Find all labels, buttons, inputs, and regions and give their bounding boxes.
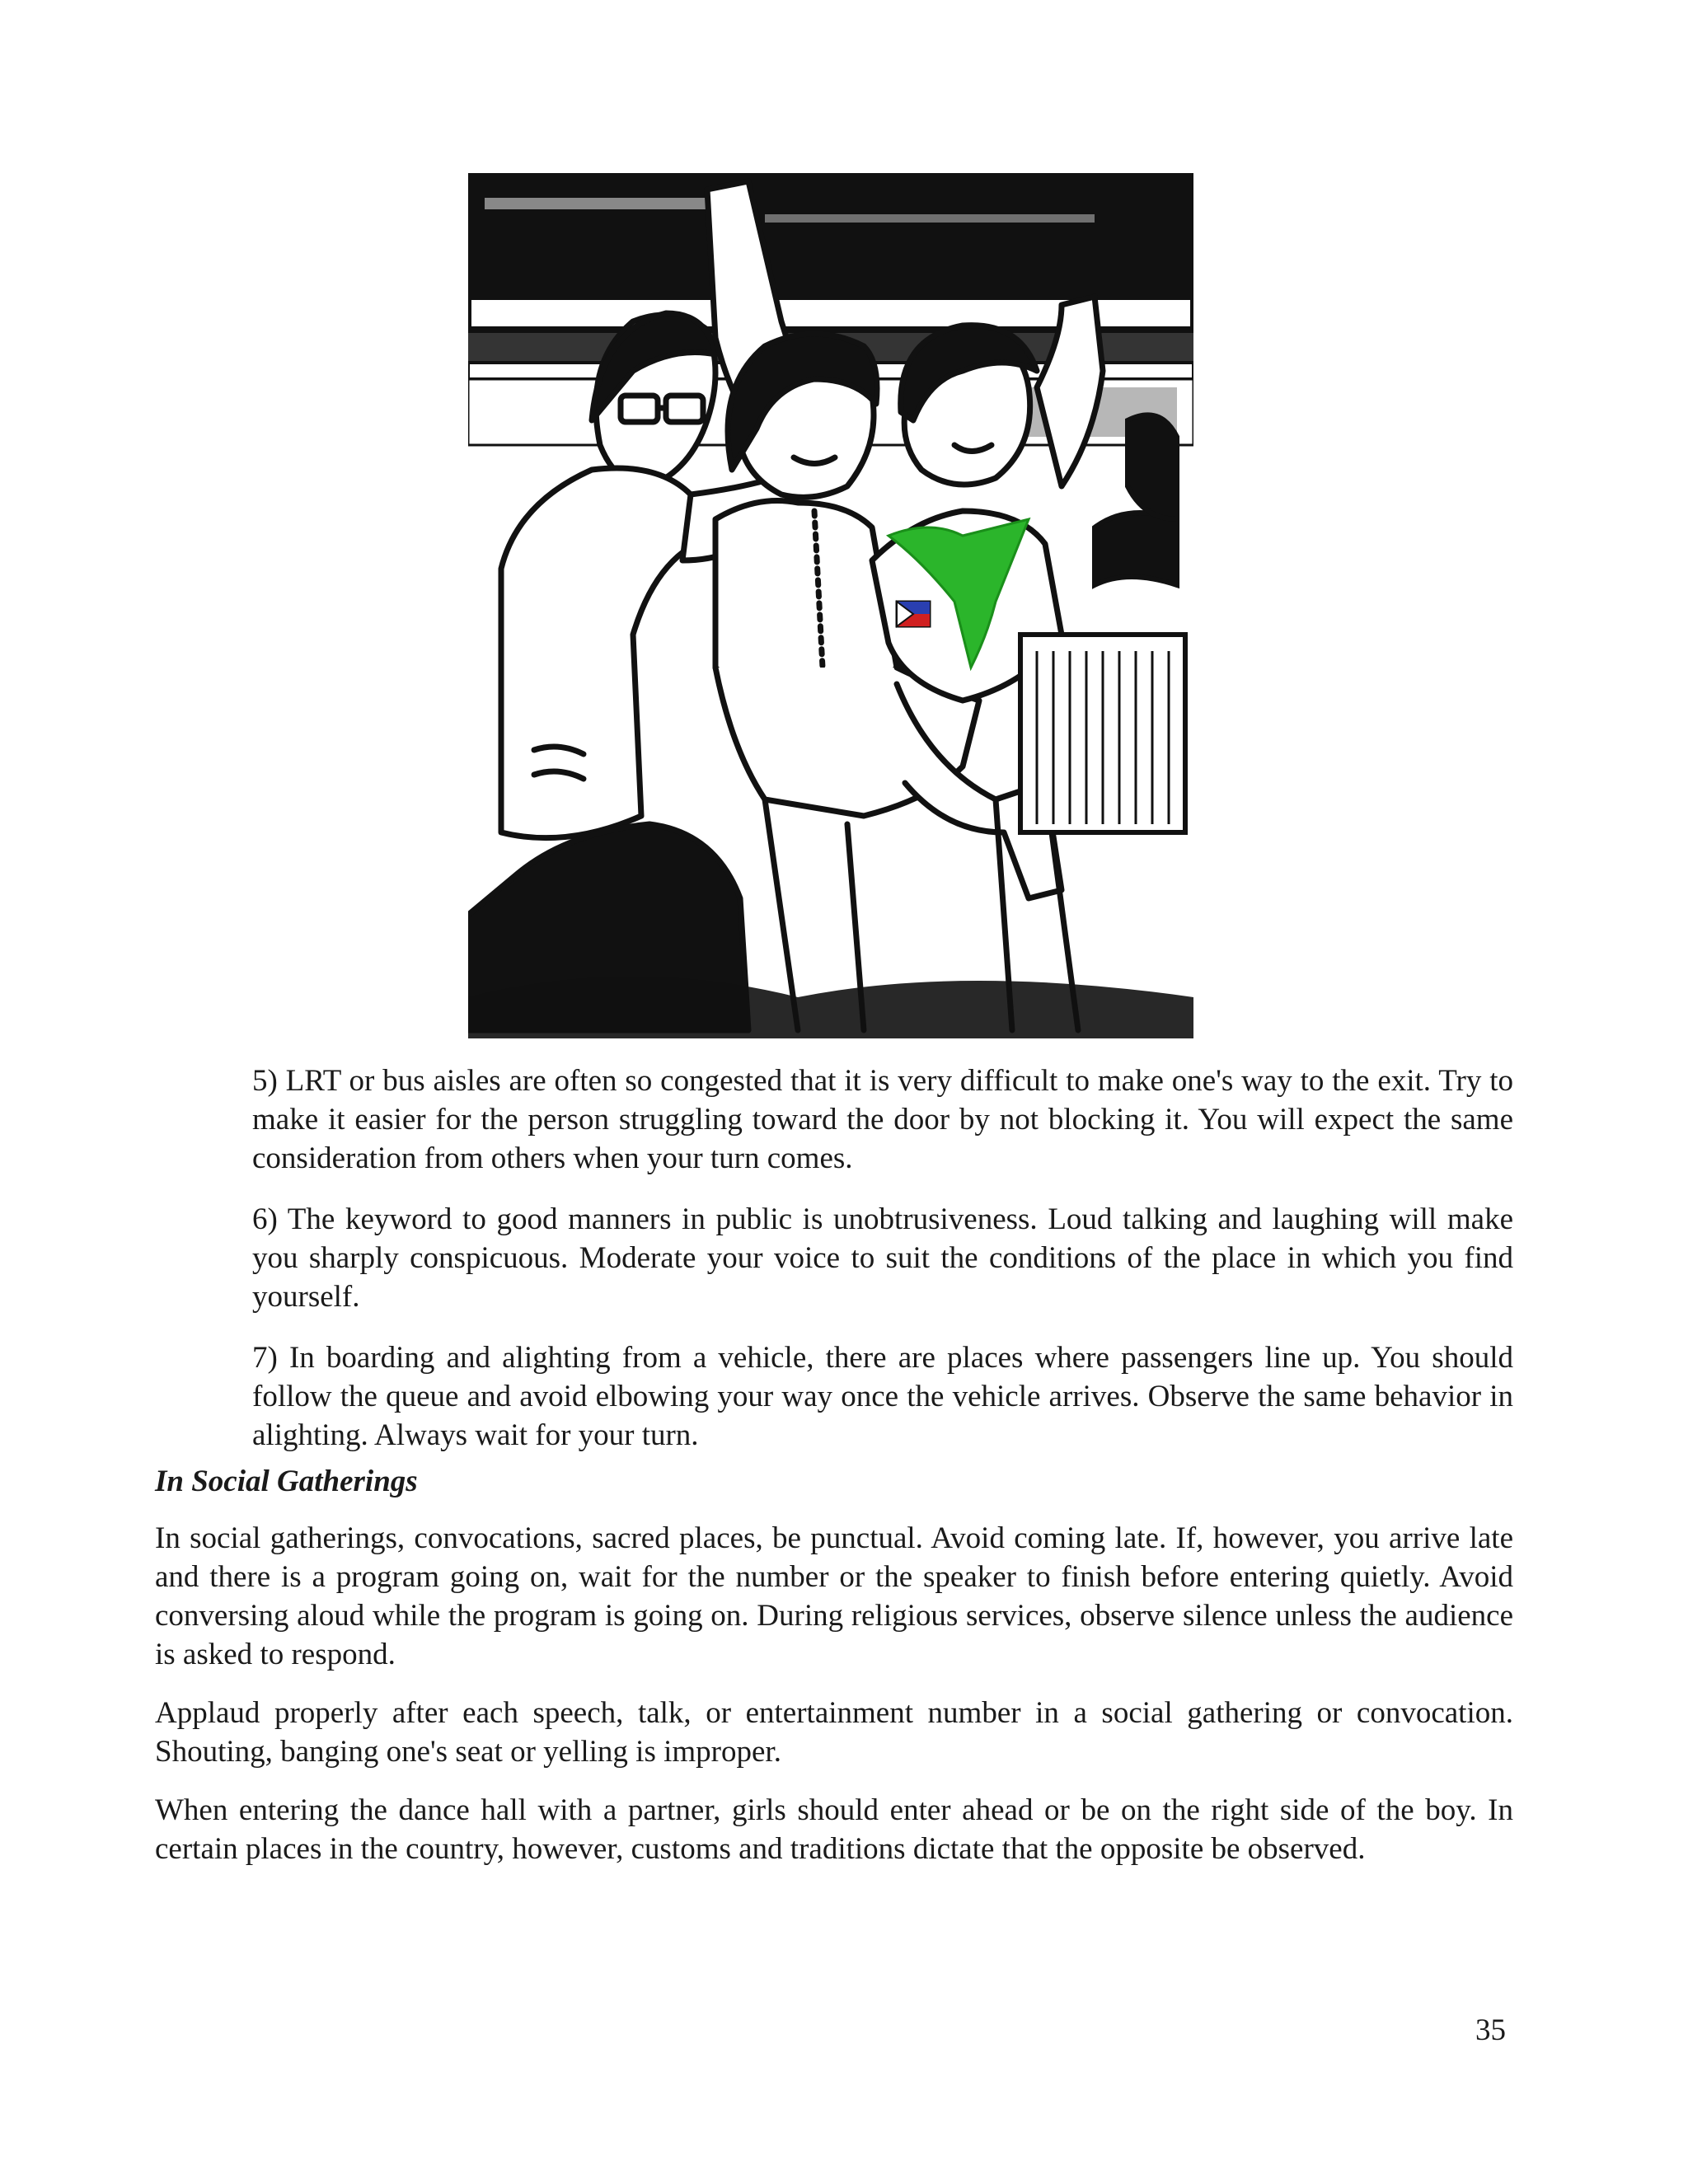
- bus-passengers-illustration: [468, 173, 1193, 1038]
- social-gatherings-section: [155, 1462, 1513, 1888]
- numbered-list: [252, 1062, 1513, 1477]
- page-number: 35: [1475, 2013, 1506, 2047]
- bus-ceiling: [468, 173, 1193, 297]
- list-item-7: 7) In boarding and alighting from a vehicle, there are places where passengers line up. You should follow the queue and avoid elbowing your way once the vehicle arrives. Observe the same behavior in alighting. Always wait for your turn.: [252, 1341, 1513, 1452]
- flag-patch: [897, 602, 930, 626]
- paragraph-dance-hall: When entering the dance hall with a partner, girls should enter ahead or be on the right side of the boy. In certain places in the country, however, customs and traditions dictate that the opposite be observed.: [155, 1793, 1513, 1866]
- paragraph-applause: Applaud properly after each speech, talk, or entertainment number in a social gathering or convocation. Shouting, banging one's seat or yelling is improper.: [155, 1696, 1513, 1769]
- illustration-drawing: [468, 173, 1193, 1038]
- list-item-6: 6) The keyword to good manners in public is unobtrusiveness. Loud talking and laughing will make you sharply conspicuous. Moderate your voice to suit the conditions of the place in which you find yourself.: [252, 1202, 1513, 1314]
- paragraph-punctuality: In social gatherings, convocations, sacred places, be punctual. Avoid coming late. If, however, you arrive late and there is a program going on, wait for the number or the speaker to finish before entering quietly. Avoid conversing aloud while the program is going on. During religious services, observe silence unless the audience is asked to respond.: [155, 1521, 1513, 1671]
- section-heading: In Social Gatherings: [155, 1465, 418, 1498]
- list-item-5: 5) LRT or bus aisles are often so congested that it is very difficult to make one's way to the exit. Try to make it easier for the person struggling toward the door by not blocking it. You will expect the same consideration from others when your turn comes.: [252, 1064, 1513, 1175]
